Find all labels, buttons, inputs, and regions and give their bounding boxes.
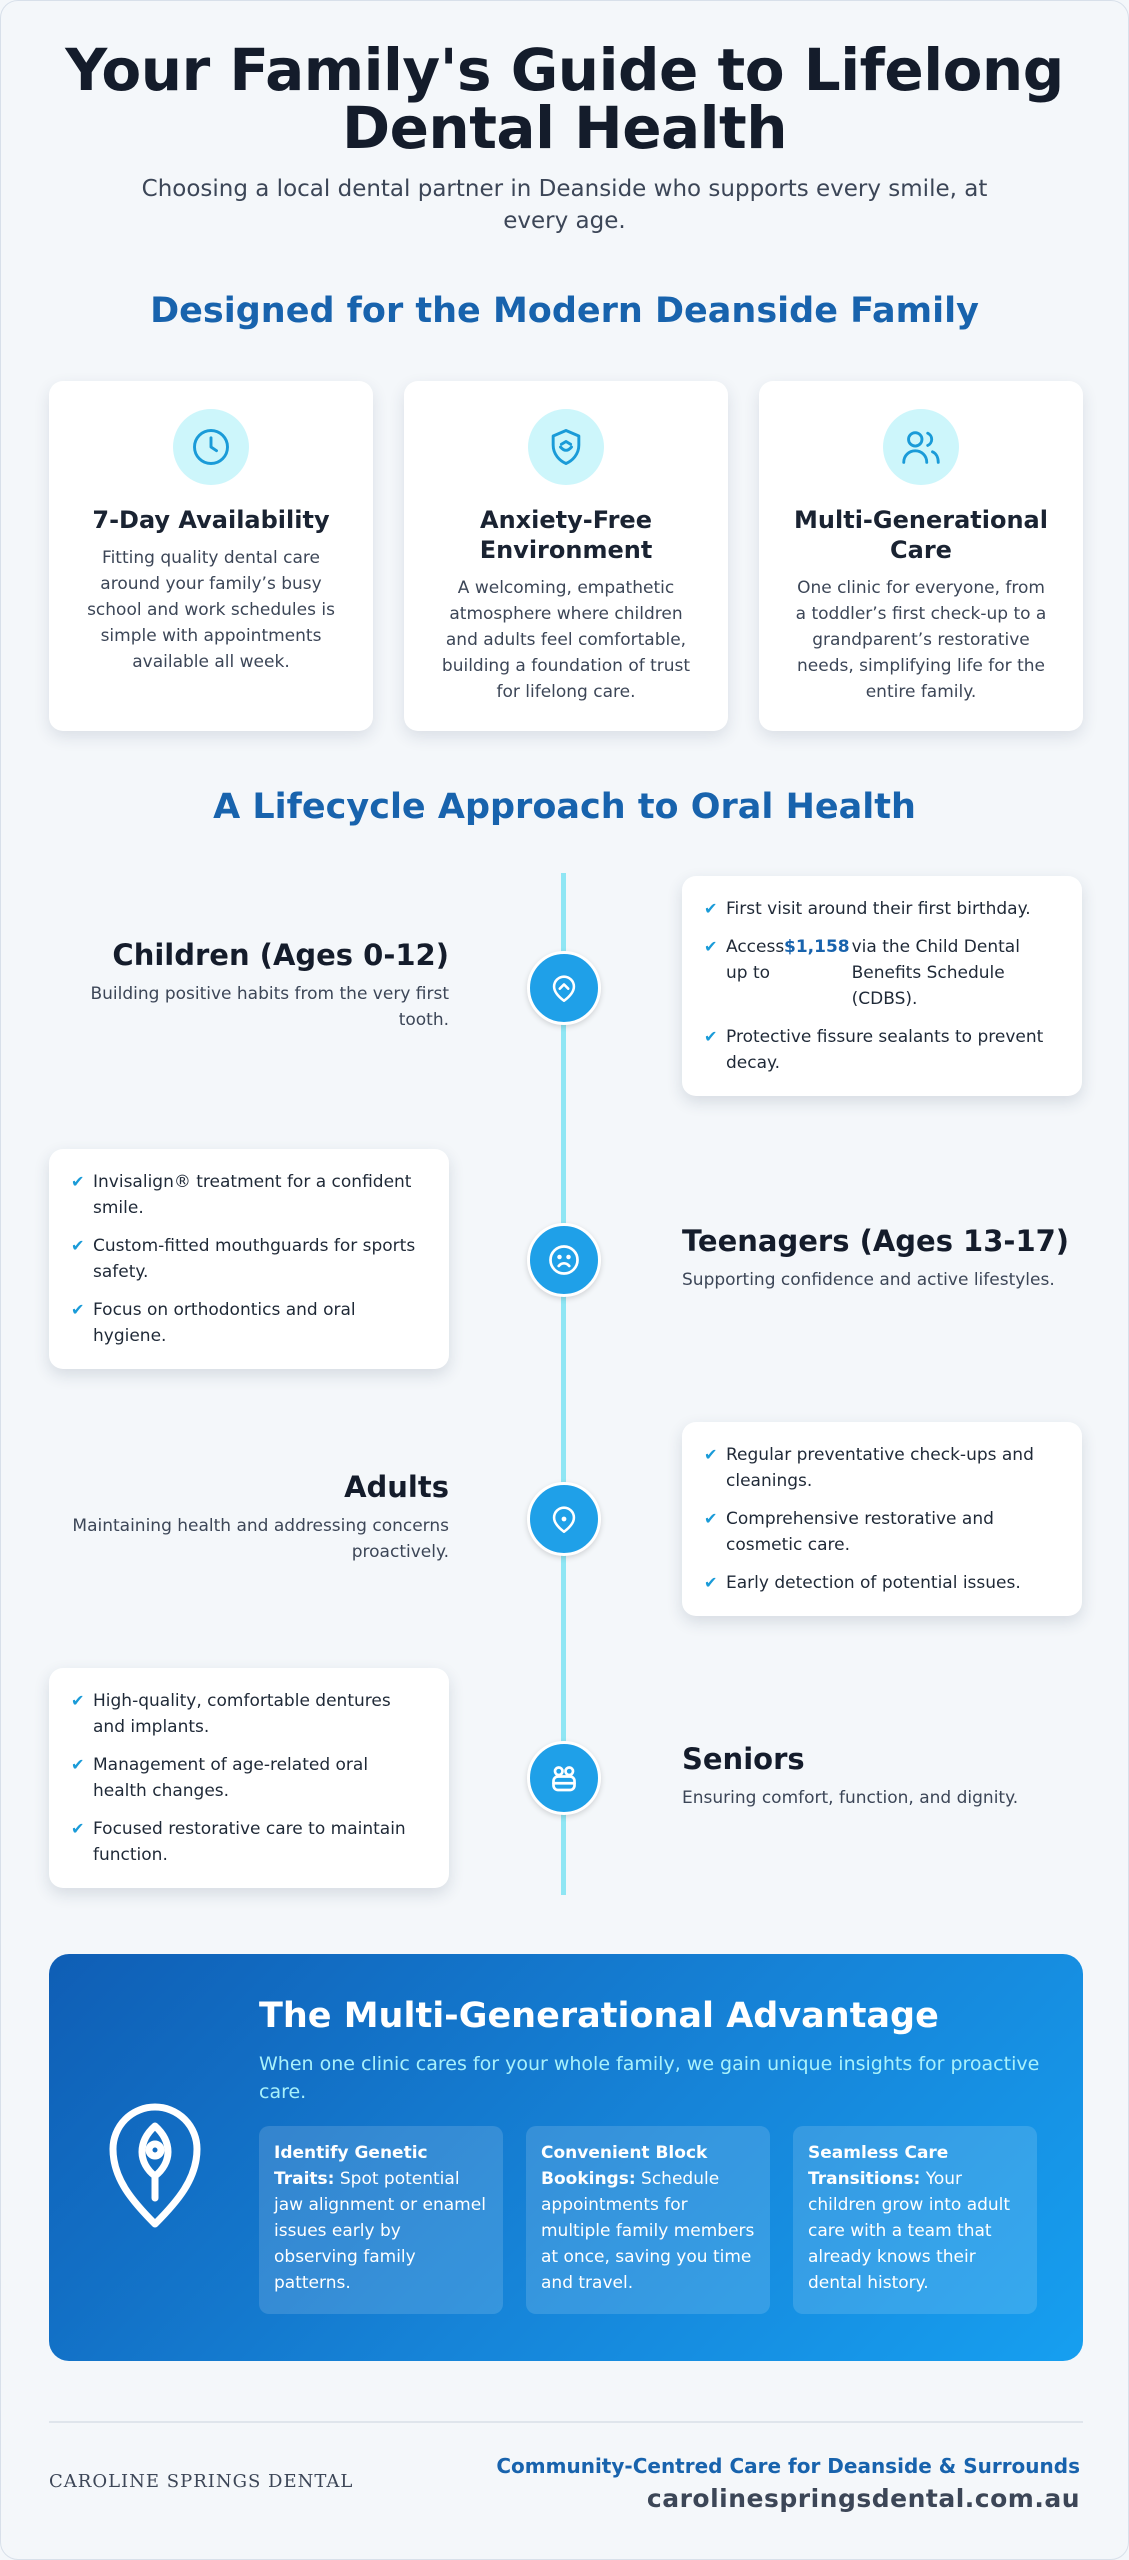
advantage-item-title: Seamless Care Transitions: [808,2143,949,2189]
list-item: ✔ Access up to $1,158 via the Child Dental Benefits Schedule (CDBS). [704,934,1060,1012]
stage-teenagers-card [49,1149,449,1369]
advantage-banner [49,1954,1083,2361]
stage-children [49,937,449,1033]
check-icon: ✔ [704,1027,718,1046]
feature-description: A welcoming, empathetic atmosphere where children and adults feel comfortable, building a foundation of trust for lifelong care. [441,578,691,702]
feature-title: 7-Day Availability [92,506,330,534]
check-icon: ✔ [704,1445,718,1464]
advantage-subtitle: When one clinic cares for your whole family, we gain unique insights for proactive care. [259,2053,1040,2103]
feature-title: Anxiety-Free Environment [479,506,653,564]
clock-icon [173,409,249,485]
stage-name: Teenagers (Ages 13-17) [682,1224,1070,1258]
list-item: ✔ Comprehensive restorative and cosmetic care. [704,1506,1060,1558]
list-item: ✔ Invisalign® treatment for a confident smile. [71,1169,427,1221]
stage-description: Ensuring comfort, function, and dignity. [682,1788,1019,1808]
list-item: ✔ Focus on orthodontics and oral hygiene. [71,1297,427,1349]
check-icon: ✔ [71,1172,85,1191]
stage-children-card [682,876,1082,1096]
feature-card-availability [49,381,373,731]
stage-adults [49,1469,449,1565]
check-icon: ✔ [704,1573,718,1592]
advantage-item-transitions [793,2126,1037,2314]
lifecycle-heading: A Lifecycle Approach to Oral Health [213,787,916,827]
list-item: ✔ Protective fissure sealants to prevent decay. [704,1024,1060,1076]
list-item: ✔ Management of age-related oral health changes. [71,1752,427,1804]
list-item: ✔ First visit around their first birthday. [704,896,1060,922]
feature-card-multi-generational [759,381,1083,731]
footer-tagline: Community-Centred Care for Deanside & Surrounds [496,2454,1080,2478]
advantage-item-title: Convenient Block Bookings: [541,2143,708,2189]
dentures-icon [527,1741,601,1815]
users-icon [883,409,959,485]
advantage-item-text: Your children grow into adult care with a team that already knows their dental history. [808,2169,1011,2293]
stage-name: Children (Ages 0-12) [112,938,449,972]
shield-icon [528,409,604,485]
stage-description: Supporting confidence and active lifestyles. [682,1270,1055,1290]
tooth-icon [527,951,601,1025]
stage-name: Adults [344,1470,449,1504]
page-title: Your Family's Guide to Lifelong Dental Health [65,36,1064,162]
footer-divider [49,2421,1083,2423]
check-icon: ✔ [71,1819,85,1838]
feature-description: One clinic for everyone, from a toddler’s first check-up to a grandparent’s restorative needs, simplifying life for the entire family. [795,578,1047,702]
page-subtitle: Choosing a local dental partner in Deanside who supports every smile, at every age. [141,176,988,234]
stage-name: Seniors [682,1742,805,1776]
check-icon: ✔ [71,1755,85,1774]
advantage-title: The Multi-Generational Advantage [259,1996,939,2036]
stage-description: Maintaining health and addressing concerns proactively. [72,1516,449,1562]
check-icon: ✔ [71,1236,85,1255]
stage-adults-card [682,1422,1082,1616]
feature-title: Multi-Generational Care [794,506,1048,564]
list-item: ✔ High-quality, comfortable dentures and implants. [71,1688,427,1740]
advantage-item-bookings [526,2126,770,2314]
feature-card-anxiety-free [404,381,728,731]
check-icon: ✔ [704,937,718,956]
advantage-item-title: Identify Genetic Traits: [274,2143,428,2189]
list-item: ✔ Early detection of potential issues. [704,1570,1060,1596]
check-icon: ✔ [71,1300,85,1319]
benefit-amount: $1,158 [784,937,850,957]
tooth-outline-icon [105,2094,205,2234]
advantage-item-genetic [259,2126,503,2314]
stage-seniors-card [49,1668,449,1888]
list-item: ✔ Focused restorative care to maintain function. [71,1816,427,1868]
clinic-logo: CAROLINE SPRINGS DENTAL [49,2471,354,2492]
list-item: ✔ Regular preventative check-ups and cleanings. [704,1442,1060,1494]
check-icon: ✔ [704,1509,718,1528]
check-icon: ✔ [704,899,718,918]
features-heading: Designed for the Modern Deanside Family [150,291,979,331]
advantage-item-text: Spot potential jaw alignment or enamel issues early by observing family patterns. [274,2169,486,2293]
tooth-icon [527,1482,601,1556]
list-item: ✔ Custom-fitted mouthguards for sports safety. [71,1233,427,1285]
stage-teenagers [682,1223,1082,1293]
check-icon: ✔ [71,1691,85,1710]
advantage-item-text: Schedule appointments for multiple family members at once, saving you time and travel. [541,2169,755,2293]
face-icon [527,1223,601,1297]
stage-seniors [682,1741,1082,1811]
stage-description: Building positive habits from the very first tooth. [90,984,449,1030]
feature-description: Fitting quality dental care around your family’s busy school and work schedules is simple with appointments available all week. [87,548,335,672]
website-link[interactable]: carolinespringsdental.com.au [646,2484,1080,2513]
